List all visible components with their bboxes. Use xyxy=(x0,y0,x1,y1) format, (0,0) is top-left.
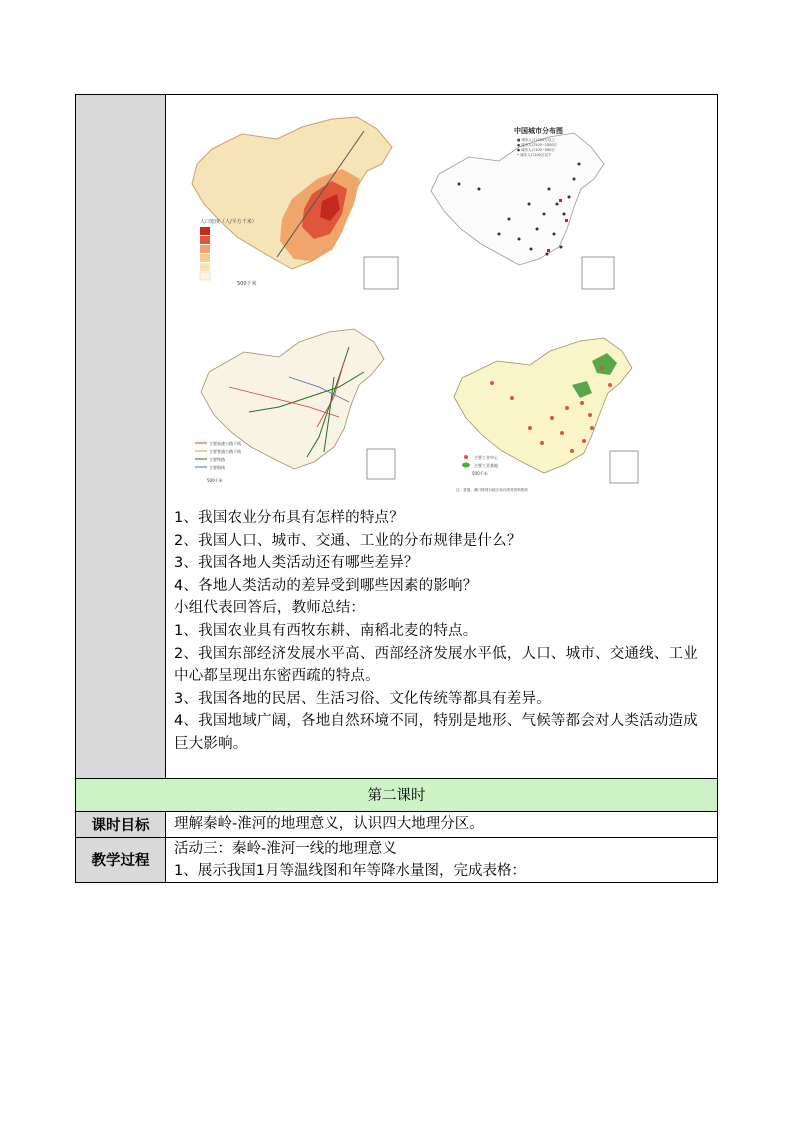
population-density-map xyxy=(182,109,412,294)
svg-text:主要工业基地: 主要工业基地 xyxy=(474,463,498,468)
answer-2: 2、我国东部经济发展水平高、西部经济发展水平低，人口、城市、交通线、工业中心都呈现出东密西疏的特点。 xyxy=(174,645,698,685)
goal-row xyxy=(76,811,718,837)
content-cell xyxy=(166,95,718,779)
question-3: 3、我国各地人类活动还有哪些差异？ xyxy=(174,555,419,572)
population-legend-title: 人口密度（人/平方千米） xyxy=(200,219,257,225)
south-sea-inset xyxy=(610,451,638,483)
svg-text:主要工业中心: 主要工业中心 xyxy=(474,455,498,460)
second-lesson-title: 第二课时 xyxy=(76,778,718,811)
goal-text: 理解秦岭-淮河的地理意义，认识四大地理分区。 xyxy=(166,811,718,837)
maps-area xyxy=(174,95,711,507)
industry-map xyxy=(442,323,642,501)
process-row xyxy=(76,837,718,882)
svg-text:● 城市人口500~1000万: ● 城市人口500~1000万 xyxy=(517,143,558,147)
process-line-2: 1、展示我国1月等温线图和年等降水量图，完成表格： xyxy=(174,862,526,879)
second-lesson-row xyxy=(76,778,718,811)
city-distribution-map xyxy=(419,119,619,294)
svg-text:500千米: 500千米 xyxy=(472,471,488,476)
transportation-map xyxy=(189,317,399,497)
svg-text:● 城市人口100~500万: ● 城市人口100~500万 xyxy=(517,148,555,152)
lesson-table xyxy=(75,94,718,883)
svg-text:主要航线: 主要航线 xyxy=(209,465,225,470)
summary-intro: 小组代表回答后，教师总结： xyxy=(174,600,366,617)
question-2: 2、我国人口、城市、交通、工业的分布规律是什么？ xyxy=(174,532,522,549)
south-sea-inset xyxy=(367,449,395,479)
legend-swatch xyxy=(200,227,210,235)
svg-text:500千米: 500千米 xyxy=(207,478,223,483)
svg-text:• 城市人口100万以下: • 城市人口100万以下 xyxy=(517,153,552,157)
process-line-1: 活动三：秦岭-淮河一线的地理意义 xyxy=(174,840,397,857)
answer-4: 4、我国地域广阔，各地自然环境不同，特别是地形、气候等都会对人类活动造成巨大影响。 xyxy=(174,713,698,752)
question-1: 1、我国农业分布具有怎样的特点？ xyxy=(174,510,404,526)
svg-text:■ 城市人口1000万以上: ■ 城市人口1000万以上 xyxy=(517,138,555,142)
answer-3: 3、我国各地的民居、生活习俗、文化传统等都具有差异。 xyxy=(174,690,551,707)
answer-1: 1、我国农业具有西牧东耕、南稻北麦的特点。 xyxy=(174,622,478,639)
south-sea-inset xyxy=(582,257,614,289)
summary-text xyxy=(174,507,711,778)
svg-text:主要普通公路干线: 主要普通公路干线 xyxy=(209,449,241,454)
svg-text:主要铁路: 主要铁路 xyxy=(209,457,225,462)
south-sea-inset xyxy=(364,257,398,289)
svg-text:主要高速公路干线: 主要高速公路干线 xyxy=(209,441,241,446)
question-4: 4、各地人类活动的差异受到哪些因素的影响？ xyxy=(174,577,478,594)
process-label: 教学过程 xyxy=(76,837,166,882)
city-map-title: 中国城市分布图 xyxy=(514,127,563,135)
industry-note: 注：香港、澳门特别行政区和台湾省资料暂缺 xyxy=(456,488,528,492)
goal-label: 课时目标 xyxy=(76,811,166,837)
left-grey-column xyxy=(76,95,166,779)
population-scale: 500千米 xyxy=(237,281,257,287)
process-content xyxy=(166,837,718,882)
